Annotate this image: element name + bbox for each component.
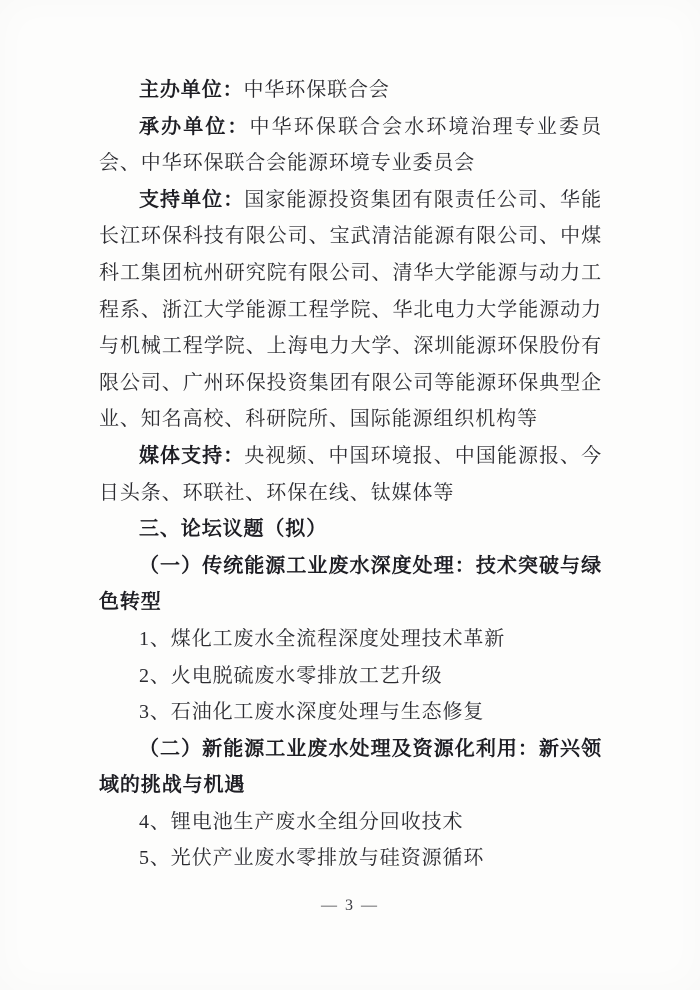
media-support-label: 媒体支持： <box>139 444 245 467</box>
organizer-text: 中华环保联合会水环境治理专业委员会、中华环保联合会能源环境专业委员会 <box>99 115 603 175</box>
supporting-units-paragraph <box>99 182 602 438</box>
supporting-units-label: 支持单位： <box>139 188 245 211</box>
agenda-item-4: 4、锂电池生产废水全组分回收技术 <box>139 810 464 833</box>
topic-group-1-heading: （一）传统能源工业废水深度处理：技术突破与绿色转型 <box>99 554 602 614</box>
host-unit-label: 主办单位： <box>139 79 244 101</box>
agenda-section-heading: 三、论坛议题（拟） <box>139 518 328 541</box>
agenda-item-3: 3、石油化工废水深度处理与生态修复 <box>139 701 485 724</box>
organizer-paragraph <box>99 109 602 182</box>
topic-group-2-heading: （二）新能源工业废水处理及资源化利用：新兴领域的挑战与机遇 <box>99 737 602 797</box>
organizer-label: 承办单位： <box>139 115 250 138</box>
agenda-item-1: 1、煤化工废水全流程深度处理技术革新 <box>139 627 506 650</box>
agenda-item-5: 5、光伏产业废水零排放与硅资源循环 <box>139 847 485 870</box>
page-number: — 3 — <box>321 897 379 914</box>
media-support-paragraph <box>99 438 602 511</box>
media-support-text: 央视频、中国环境报、中国能源报、今日头条、环联社、环保在线、钛媒体等 <box>99 444 602 504</box>
supporting-units-text: 国家能源投资集团有限责任公司、华能长江环保科技有限公司、宝武清洁能源有限公司、中煤科工集团杭州研究院有限公司、清华大学能源与动力工程系、浙江大学能源工程学院、华北电力大学能源动力与机械工程学院、上海电力大学、深圳能源环保股份有限公司、广州环保投资集团有限公司等能源环保典型企业、知名高校、科研院所、国际能源组织机构等 <box>99 188 602 431</box>
host-unit-text: 中华环保联合会 <box>243 79 390 101</box>
host-unit-paragraph <box>99 72 602 109</box>
document-body <box>99 72 602 877</box>
agenda-item-2: 2、火电脱硫废水零排放工艺升级 <box>139 664 443 687</box>
